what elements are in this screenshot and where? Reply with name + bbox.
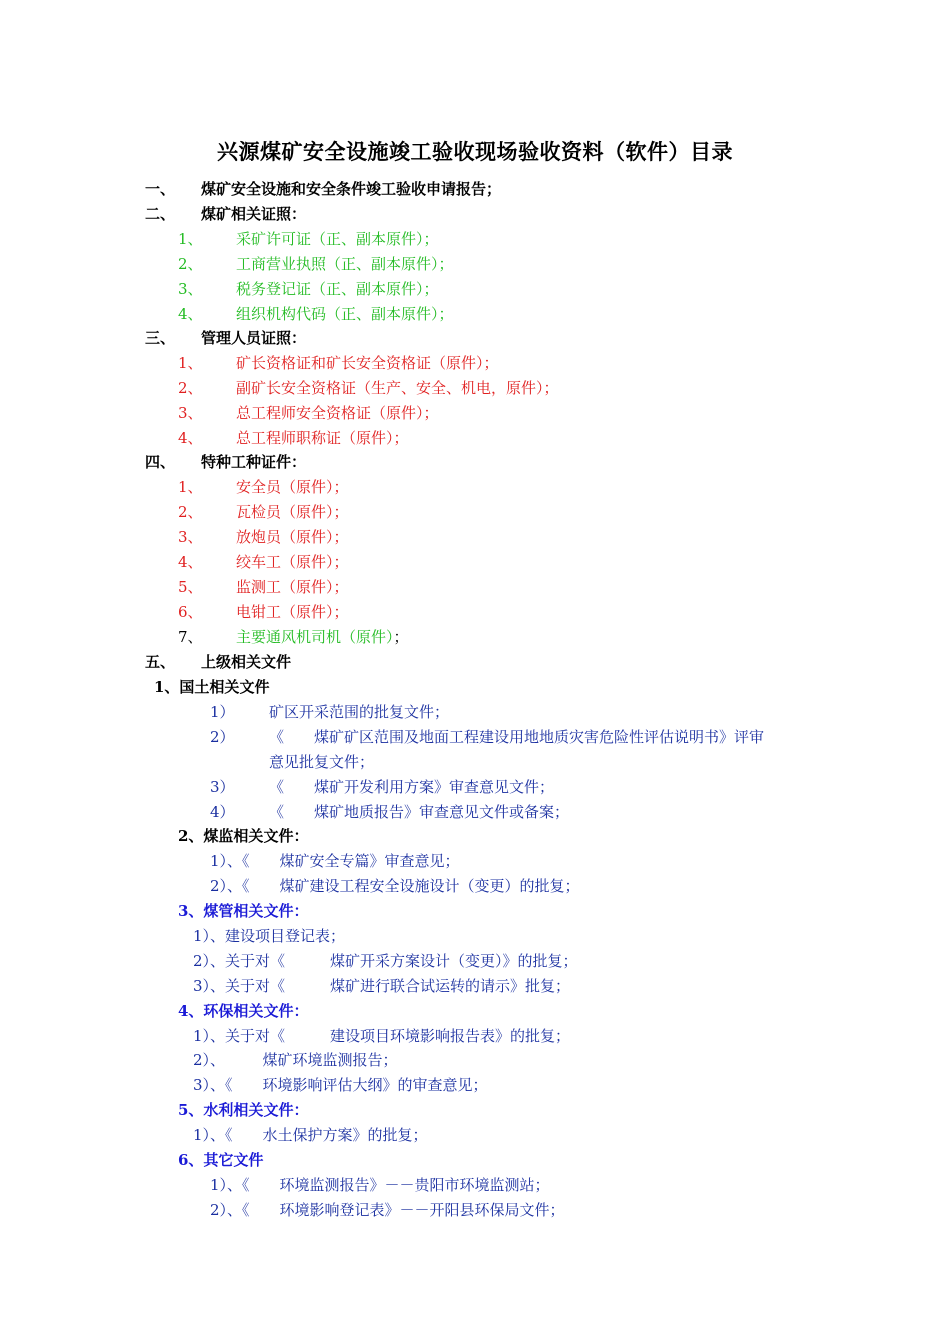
list-item-tail: ； xyxy=(393,628,409,646)
section-4-text: 特种工种证件： xyxy=(201,453,307,471)
section-3-num: 三、 xyxy=(145,329,176,347)
group-6-label: 6、其它文件 xyxy=(178,1151,264,1169)
list-item: 3）、关于对《 煤矿进行联合试运转的请示》批复； xyxy=(193,977,571,995)
list-item-num: 2、 xyxy=(178,255,203,273)
list-item: 矿区开采范围的批复文件； xyxy=(269,703,450,721)
list-item: 组织机构代码（正、副本原件）； xyxy=(236,305,454,323)
section-5-text: 上级相关文件 xyxy=(201,653,292,671)
section-5-num: 五、 xyxy=(145,653,176,671)
group-2-label: 2、煤监相关文件： xyxy=(178,827,309,845)
list-item-continuation: 意见批复文件； xyxy=(269,753,375,771)
list-item: 矿长资格证和矿长安全资格证（原件）； xyxy=(236,354,499,372)
group-5-label: 5、水利相关文件： xyxy=(178,1101,309,1119)
section-2-text: 煤矿相关证照： xyxy=(201,205,307,223)
list-item: 1）、《 环境监测报告》－－贵阳市环境监测站； xyxy=(210,1176,550,1194)
list-item-num: 2、 xyxy=(178,379,203,397)
list-item-num: 5、 xyxy=(178,578,203,596)
list-item: 1）、《 煤矿安全专篇》审查意见； xyxy=(210,852,460,870)
list-item-num: 4、 xyxy=(178,553,203,571)
list-item-num: 1） xyxy=(210,703,235,721)
group-1-label: 1、国土相关文件 xyxy=(154,678,270,696)
list-item-num: 2） xyxy=(210,728,235,746)
list-item: 《 煤矿矿区范围及地面工程建设用地地质灾害危险性评估说明书》评审 xyxy=(269,728,765,746)
list-item: 2）、关于对《 煤矿开采方案设计（变更）》的批复； xyxy=(193,952,578,970)
list-item: 副矿长安全资格证（生产、安全、机电，原件）； xyxy=(236,379,559,397)
list-item: 1）、《 水土保护方案》的批复； xyxy=(193,1126,428,1144)
list-item: 《 煤矿地质报告》审查意见文件或备案； xyxy=(269,803,570,821)
list-item: 税务登记证（正、副本原件）； xyxy=(236,280,439,298)
list-item: 安全员（原件）； xyxy=(236,478,349,496)
list-item-num: 3、 xyxy=(178,280,203,298)
document-title: 兴源煤矿安全设施竣工验收现场验收资料（软件）目录 xyxy=(217,139,733,164)
list-item-num: 3） xyxy=(210,778,235,796)
list-item: 总工程师安全资格证（原件）； xyxy=(236,404,439,422)
section-4-num: 四、 xyxy=(145,453,176,471)
list-item-num: 4） xyxy=(210,803,235,821)
list-item xyxy=(236,628,409,646)
list-item: 绞车工（原件）； xyxy=(236,553,349,571)
list-item: 电钳工（原件）； xyxy=(236,603,349,621)
list-item: 1）、建设项目登记表； xyxy=(193,927,346,945)
section-3-text: 管理人员证照： xyxy=(201,329,307,347)
list-item: 采矿许可证（正、副本原件）； xyxy=(236,230,439,248)
list-item-num: 3、 xyxy=(178,404,203,422)
list-item-num: 1、 xyxy=(178,354,203,372)
list-item-num: 7、 xyxy=(178,628,203,646)
section-1-text: 煤矿安全设施和安全条件竣工验收申请报告； xyxy=(201,180,502,198)
list-item: 《 煤矿开发利用方案》审查意见文件； xyxy=(269,778,555,796)
list-item: 3）、《 环境影响评估大纲》的审查意见； xyxy=(193,1076,488,1094)
list-item-text: 主要通风机司机（原件） xyxy=(236,628,394,646)
list-item: 瓦检员（原件）； xyxy=(236,503,349,521)
list-item-num: 4、 xyxy=(178,305,203,323)
group-4-label: 4、环保相关文件： xyxy=(178,1002,309,1020)
list-item-num: 2、 xyxy=(178,503,203,521)
list-item: 监测工（原件）； xyxy=(236,578,349,596)
list-item-num: 6、 xyxy=(178,603,203,621)
group-3-label: 3、煤管相关文件： xyxy=(178,902,309,920)
list-item-num: 1、 xyxy=(178,230,203,248)
list-item-num: 3、 xyxy=(178,528,203,546)
list-item: 2）、《 煤矿建设工程安全设施设计（变更）的批复； xyxy=(210,877,580,895)
list-item: 2）、《 环境影响登记表》－－开阳县环保局文件； xyxy=(210,1201,565,1219)
section-2-num: 二、 xyxy=(145,205,176,223)
list-item-num: 4、 xyxy=(178,429,203,447)
list-item-num: 1、 xyxy=(178,478,203,496)
section-1-num: 一、 xyxy=(145,180,176,198)
list-item: 总工程师职称证（原件）； xyxy=(236,429,409,447)
list-item: 放炮员（原件）； xyxy=(236,528,349,546)
list-item: 工商营业执照（正、副本原件）； xyxy=(236,255,454,273)
list-item: 2）、 煤矿环境监测报告； xyxy=(193,1051,398,1069)
list-item: 1）、关于对《 建设项目环境影响报告表》的批复； xyxy=(193,1027,571,1045)
